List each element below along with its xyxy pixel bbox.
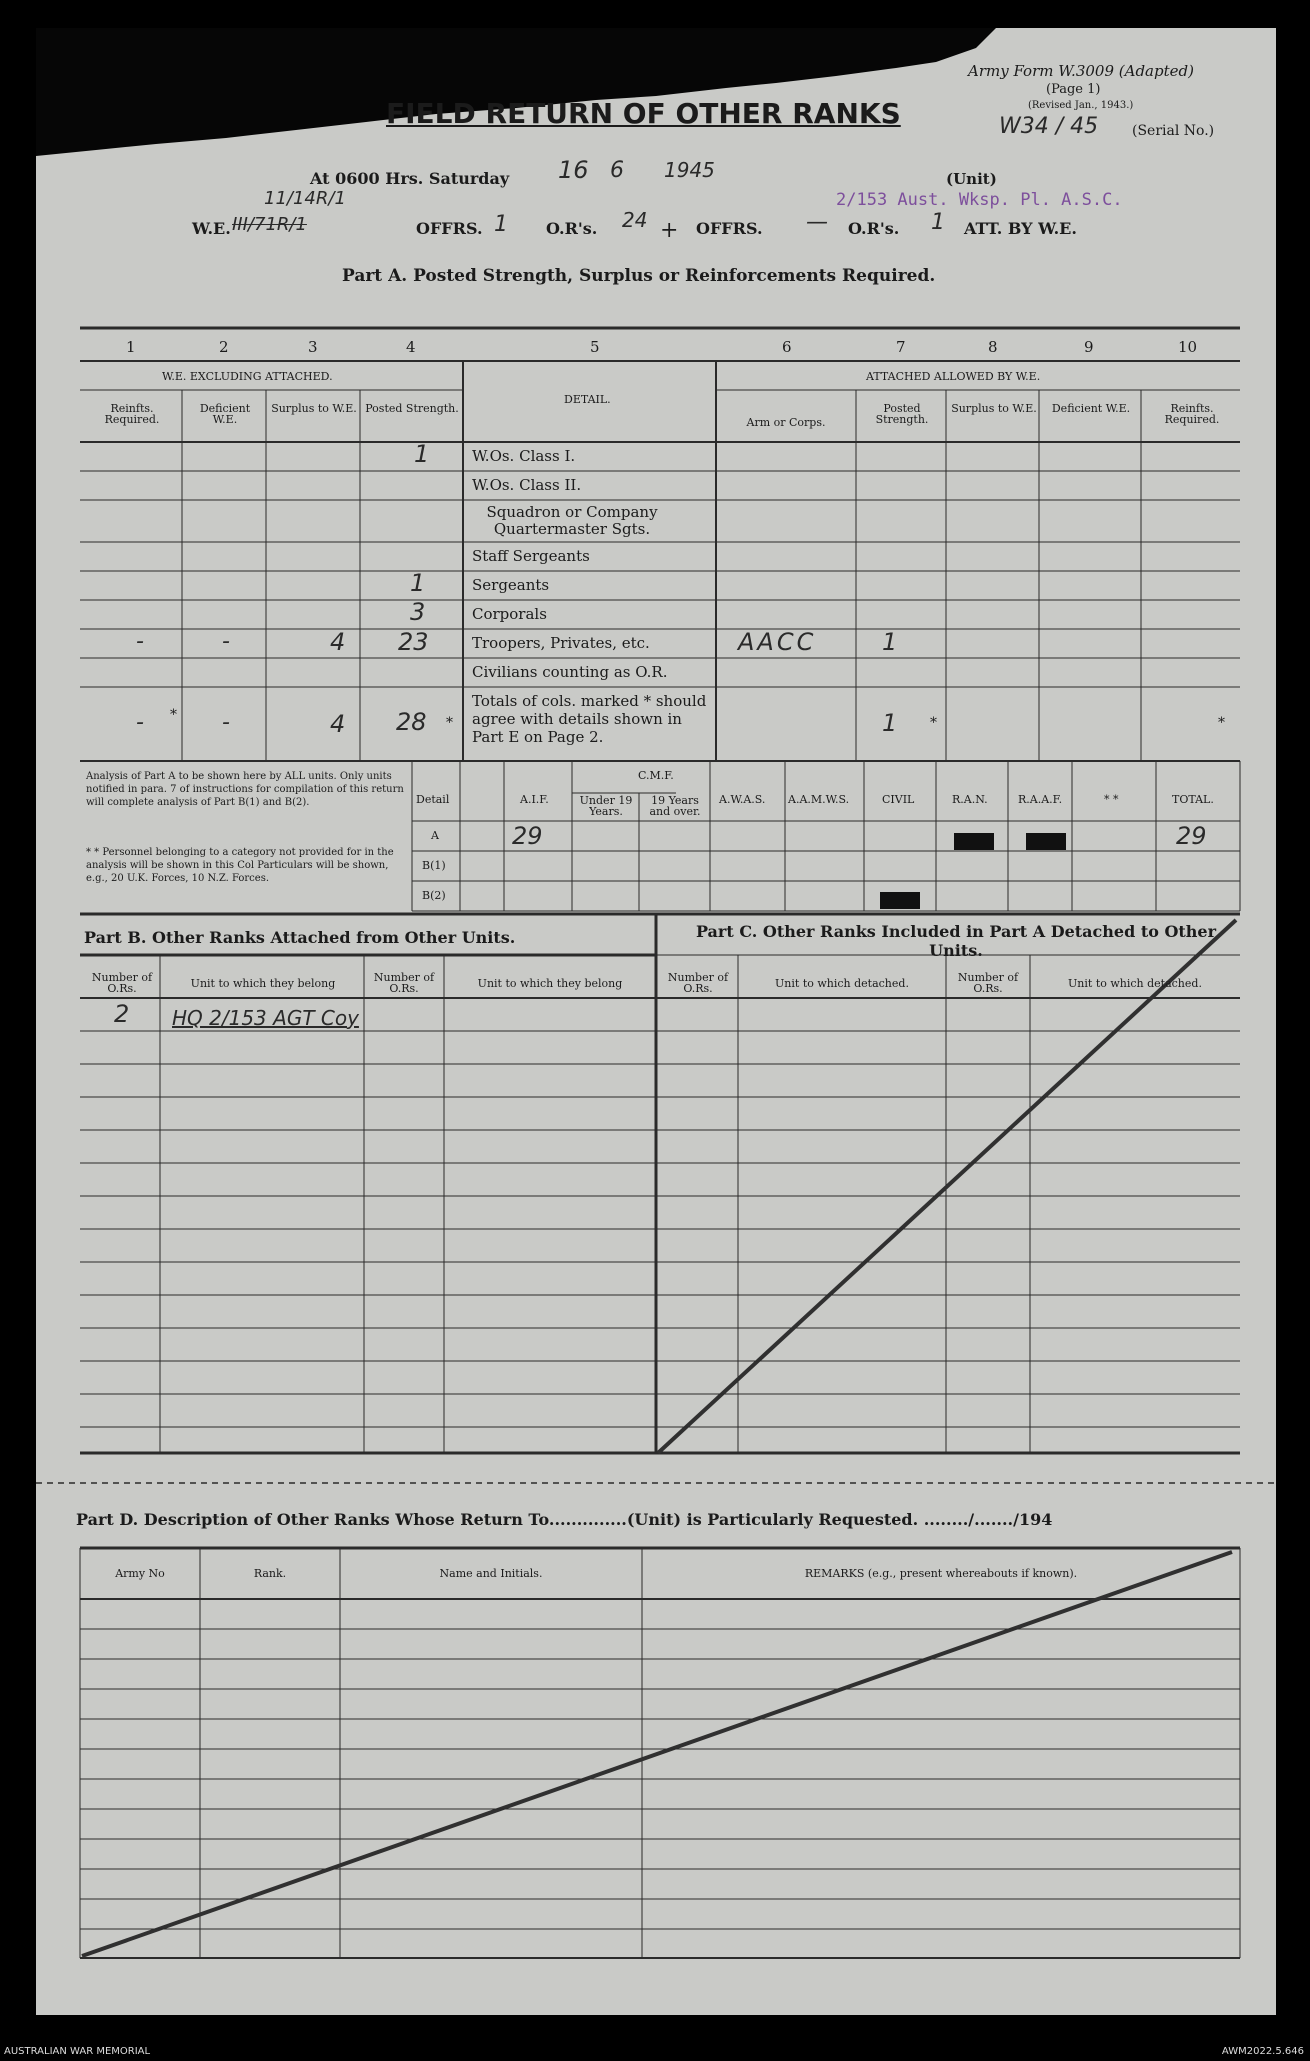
deficient-troopers: - xyxy=(222,629,230,654)
form-paper xyxy=(36,28,1276,2015)
d-hdr-rank: Rank. xyxy=(253,1567,287,1580)
posted-wo1: 1 xyxy=(414,440,430,468)
hdr-surplus-att: Surplus to W.E. xyxy=(951,402,1037,415)
b-hdr-unit-1: Unit to which they belong xyxy=(190,977,336,990)
star-4: * xyxy=(446,715,453,731)
part-b-title: Part B. Other Ranks Attached from Other Units. xyxy=(84,928,516,947)
att-label: ATT. BY W.E. xyxy=(964,219,1077,238)
surplus-total: 4 xyxy=(330,710,346,738)
blacked-out-raaf xyxy=(1026,833,1066,850)
hdr-reinfts-att: Reinfts. Required. xyxy=(1164,402,1220,426)
analysis-detail-label: Detail xyxy=(416,793,450,806)
col-number-2: 2 xyxy=(219,338,229,356)
offrs2-label: OFFRS. xyxy=(696,219,763,238)
reinfts-total: - xyxy=(136,710,144,735)
serial-label: (Serial No.) xyxy=(1132,123,1215,139)
hdr-raaf: R.A.A.F. xyxy=(1018,793,1063,806)
hdr-aamws: A.A.M.W.S. xyxy=(788,793,850,806)
hdr-deficient: Deficient W.E. xyxy=(199,402,251,426)
part-a-title: Part A. Posted Strength, Surplus or Reinforcements Required. xyxy=(342,266,936,286)
attached-unit: HQ 2/153 AGT Coy xyxy=(172,1006,359,1030)
time-label: At 0600 Hrs. Saturday xyxy=(310,169,510,188)
col-number-6: 6 xyxy=(782,338,792,356)
plus-sign: + xyxy=(660,218,679,243)
row-detail: W.Os. Class II. xyxy=(472,476,582,494)
page-number: (Page 1) xyxy=(1046,82,1101,97)
row-detail: Staff Sergeants xyxy=(472,547,590,565)
we-label: W.E. xyxy=(192,219,231,238)
hdr-surplus: Surplus to W.E. xyxy=(271,402,357,415)
analysis-row-b2: B(2) xyxy=(422,889,446,902)
ors-value: 24 xyxy=(622,208,648,232)
total-count: 29 xyxy=(1176,822,1207,850)
footer-accession: AWM2022.5.646 xyxy=(1221,2046,1304,2057)
att-posted-troopers: 1 xyxy=(882,628,898,656)
row-detail: Sergeants xyxy=(472,576,550,594)
part-c-title: Part C. Other Ranks Included in Part A Detached to Other Units. xyxy=(695,922,1217,960)
col-number-3: 3 xyxy=(308,338,318,356)
revised-date: (Revised Jan., 1943.) xyxy=(1028,100,1134,111)
posted-troopers: 23 xyxy=(398,628,429,656)
offrs2-value: — xyxy=(806,210,828,235)
col-number-9: 9 xyxy=(1084,338,1094,356)
detail-header: DETAIL. xyxy=(564,393,611,406)
hdr-posted-strength-att: Posted Strength. xyxy=(875,402,929,426)
row-detail: W.Os. Class I. xyxy=(472,447,576,465)
b-hdr-unit-2: Unit to which they belong xyxy=(477,977,623,990)
col-number-5: 5 xyxy=(590,338,600,356)
group-attached-allowed: ATTACHED ALLOWED BY W.E. xyxy=(866,370,1041,383)
d-hdr-remarks: REMARKS (e.g., present whereabouts if known). xyxy=(804,1567,1078,1580)
group-we-excluding: W.E. EXCLUDING ATTACHED. xyxy=(162,370,333,383)
hdr-aif: A.I.F. xyxy=(520,793,549,806)
we-value-corrected: 11/14R/1 xyxy=(264,188,346,209)
analysis-footnote: * * Personnel belonging to a category not provided for in the analysis will be shown in this Col Particulars will be shown, e.g., 20 U.K. Forces, 10 N.Z. Forces. xyxy=(86,847,394,884)
ors-label: O.R's. xyxy=(546,219,598,238)
hdr-ran: R.A.N. xyxy=(952,793,988,806)
hdr-awas: A.W.A.S. xyxy=(719,793,766,806)
hdr-arm-or-corps: Arm or Corps. xyxy=(746,416,826,429)
col-number-10: 10 xyxy=(1178,338,1198,356)
page-title: FIELD RETURN OF OTHER RANKS xyxy=(386,97,901,130)
blacked-out-ran xyxy=(954,833,994,850)
we-value-struck: III/71R/1 xyxy=(232,214,307,235)
d-hdr-army-no: Army No xyxy=(115,1567,165,1580)
unit-label: (Unit) xyxy=(946,170,997,188)
arm-corps-troopers: AACC xyxy=(738,628,817,656)
offrs-value: 1 xyxy=(494,212,508,237)
att-posted-total: 1 xyxy=(882,709,898,737)
posted-corporals: 3 xyxy=(410,598,426,626)
deficient-total: - xyxy=(222,710,230,735)
ors2-value: 1 xyxy=(931,210,945,235)
c-hdr-number-1: Number of O.Rs. xyxy=(667,971,729,995)
col-number-7: 7 xyxy=(896,338,906,356)
date-year: 1945 xyxy=(664,158,715,182)
unit-stamp: 2/153 Aust. Wksp. Pl. A.S.C. xyxy=(836,190,1123,210)
row-detail: Squadron or Company Quartermaster Sgts. xyxy=(486,503,658,538)
surplus-troopers: 4 xyxy=(330,628,346,656)
analysis-row-b1: B(1) xyxy=(422,859,446,872)
c-hdr-unit-2: Unit to which detached. xyxy=(1068,977,1202,990)
d-hdr-name: Name and Initials. xyxy=(439,1567,543,1580)
date-month: 6 xyxy=(610,158,624,183)
star-10: * xyxy=(1218,715,1225,731)
form-id: Army Form W.3009 (Adapted) xyxy=(968,62,1194,80)
hdr-other: * * xyxy=(1104,793,1119,806)
col-number-1: 1 xyxy=(126,338,136,356)
hdr-19-and-over: 19 Years and over. xyxy=(649,794,701,818)
row-detail-totals: Totals of cols. marked * should agree with details shown in Part E on Page 2. xyxy=(472,692,707,746)
star-1: * xyxy=(170,707,177,723)
col-number-4: 4 xyxy=(406,338,416,356)
hdr-cmf: C.M.F. xyxy=(638,769,674,782)
row-detail: Civilians counting as O.R. xyxy=(472,663,668,681)
row-detail: Troopers, Privates, etc. xyxy=(472,634,650,652)
hdr-deficient-att: Deficient W.E. xyxy=(1051,402,1131,415)
offrs-label: OFFRS. xyxy=(416,219,483,238)
analysis-note: Analysis of Part A to be shown here by ALL units. Only units notified in para. 7 of instructions for compilation of this return will complete analysis of Part B(1) and B(2). xyxy=(86,771,404,808)
ors2-label: O.R's. xyxy=(848,219,900,238)
aif-count: 29 xyxy=(512,822,543,850)
hdr-civil: CIVIL xyxy=(882,793,915,806)
row-detail: Corporals xyxy=(472,605,547,623)
analysis-row-a: A xyxy=(431,829,439,842)
hdr-posted-strength: Posted Strength. xyxy=(365,402,459,415)
posted-total: 28 xyxy=(396,708,427,736)
date-day: 16 xyxy=(558,156,589,184)
posted-sergeants: 1 xyxy=(410,569,426,597)
hdr-total: TOTAL. xyxy=(1172,793,1214,806)
b-hdr-number-2: Number of O.Rs. xyxy=(373,971,435,995)
hdr-under-19: Under 19 Years. xyxy=(579,794,633,818)
blacked-out-civil xyxy=(880,892,920,909)
serial-number: W34 / 45 xyxy=(999,114,1099,139)
b-hdr-number-1: Number of O.Rs. xyxy=(91,971,153,995)
reinfts-troopers: - xyxy=(136,629,144,654)
attached-number: 2 xyxy=(114,1000,130,1028)
c-hdr-unit-1: Unit to which detached. xyxy=(775,977,909,990)
c-hdr-number-2: Number of O.Rs. xyxy=(957,971,1019,995)
col-number-8: 8 xyxy=(988,338,998,356)
star-7: * xyxy=(930,715,937,731)
footer-source: AUSTRALIAN WAR MEMORIAL xyxy=(4,2046,151,2057)
part-d-title: Part D. Description of Other Ranks Whose Return To..............(Unit) is Particularly Requested. ......../......./194 xyxy=(76,1510,1053,1529)
hdr-reinfts-required: Reinfts. Required. xyxy=(104,402,160,426)
